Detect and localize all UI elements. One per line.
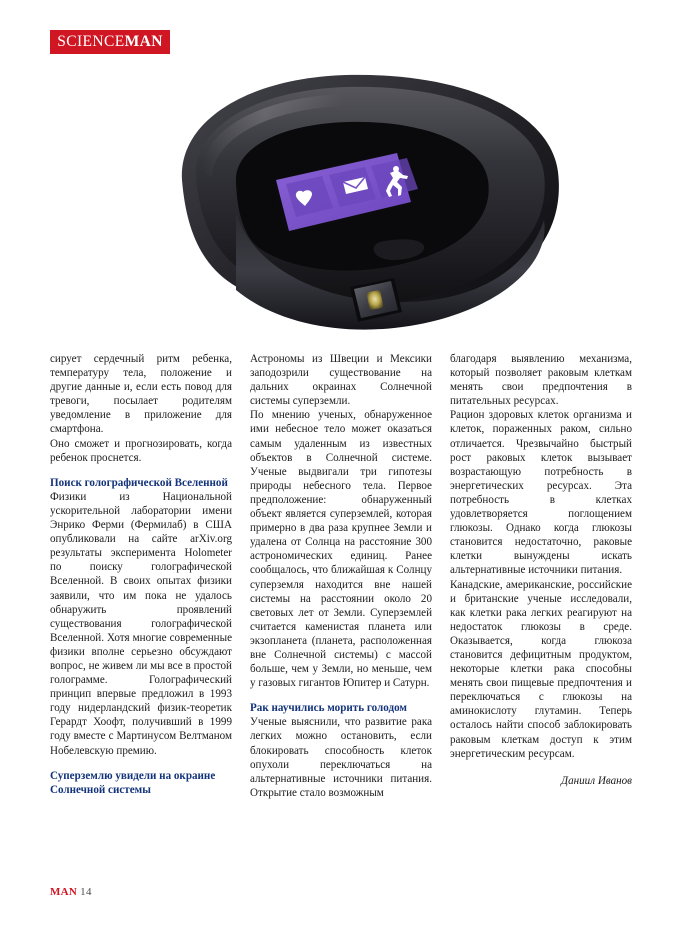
masthead-logo-text bbox=[57, 33, 163, 51]
masthead-brand-light: SCIENCE bbox=[57, 33, 125, 50]
fitness-band-illustration bbox=[50, 62, 634, 344]
article-columns bbox=[50, 352, 634, 860]
masthead-logo bbox=[50, 30, 170, 54]
paragraph: Рацион здоровых клеток организма и клеток, пораженных раком, сильно отличается. Чрезвычайно быстрый рост раковых клеток вызывает возрастающую потребность в энергетических ресурсах. Эта потребность в клетках удовлетворяется поглощением глюкозы. Однако когда глюкозы становится недостаточно, раковые клетки вынуждены искать альтернативные источники питания. bbox=[450, 409, 632, 577]
column-2 bbox=[250, 352, 432, 860]
paragraph: сирует сердечный ритм ребенка, температуру тела, положение и другие данные и, если есть повод для тревоги, посылает родителям уведомление в приложение для смартфона. bbox=[50, 353, 232, 436]
section-heading: Рак научились морить голодом bbox=[250, 702, 407, 715]
paragraph: Физики из Национальной ускорительной лаборатории имени Энрико Ферми (Фермилаб) в США опубликовали на сайте arXiv.org результаты эксперимента Holometer по поиску голографической Вселенной. В своих опытах физики заявили, что им пока не удалось обнаружить проявлений существования голографической Вселенной. Хотя многие современные физики вполне серьезно обсуждают вопрос, не живем ли мы все в простой голограмме. Голографический принцип впервые предложил в 1993 году нидерландский физик-теоретик Герардт Хоофт, получивший в 1999 году вместе с Мартинусом Велтманом Нобелевскую премию. bbox=[50, 490, 232, 757]
hero-image bbox=[50, 62, 634, 344]
column-3 bbox=[450, 352, 632, 860]
masthead-brand-bold: MAN bbox=[124, 33, 163, 50]
column-1 bbox=[50, 352, 232, 860]
paragraph: Канадские, американские, российские и британские ученые исследовали, как клетки рака легких реагируют на недостаток глюкозы в среде. Оказывается, когда глюкоза становится дефицитным продуктом, некоторые клетки рака способны менять свои пищевые предпочтения и переключаться с глюкозы на аминокислоту глутамин. Теперь осталось найти способ заблокировать раковым клеткам доступ к этим энергетическим ресурсам. bbox=[450, 578, 632, 760]
paragraph: благодаря выявлению механизма, который позволяет раковым клеткам менять свои предпочтения в питательных ресурсах. bbox=[450, 353, 632, 408]
author-byline: Даниил Иванов bbox=[561, 774, 632, 787]
page-footer bbox=[50, 886, 92, 898]
section-heading: Суперземлю увидели на окраине Солнечной системы bbox=[50, 769, 216, 796]
page-number: 14 bbox=[80, 886, 92, 898]
paragraph: Ученые выяснили, что развитие рака легких можно остановить, если блокировать способность клеток опухоли переключаться на альтернативные источники питания. Открытие стало возможным bbox=[250, 716, 432, 799]
footer-brand: MAN bbox=[50, 886, 78, 898]
paragraph: Астрономы из Швеции и Мексики заподозрили существование на дальних окраинах Солнечной системы суперземли. bbox=[250, 353, 432, 408]
section-heading: Поиск голографической Вселенной bbox=[50, 476, 228, 489]
paragraph: По мнению ученых, обнаруженное ими небесное тело может оказаться самым удаленным из известных объектов в Солнечной системе. Ученые выдвигали три гипотезы природы небесного тела. Первое предположение: обнаруженный объект является суперземлей, которая примерно в два раза крупнее Земли и удалена от Солнца на расстояние 300 астрономических единиц. Ранее сообщалось, что ближайшая к Солнцу суперземля находится вне нашей системы на расстоянии около 20 световых лет от Земли. Суперземлей считается каменистая планета или экзопланета (планета, расположенная вне Солнечной системы) с массой больше, чем у Земли, но меньше, чем у газовых гигантов Юпитер и Сатурн. bbox=[250, 409, 432, 690]
paragraph: Оно сможет и прогнозировать, когда ребенок проснется. bbox=[50, 437, 232, 464]
